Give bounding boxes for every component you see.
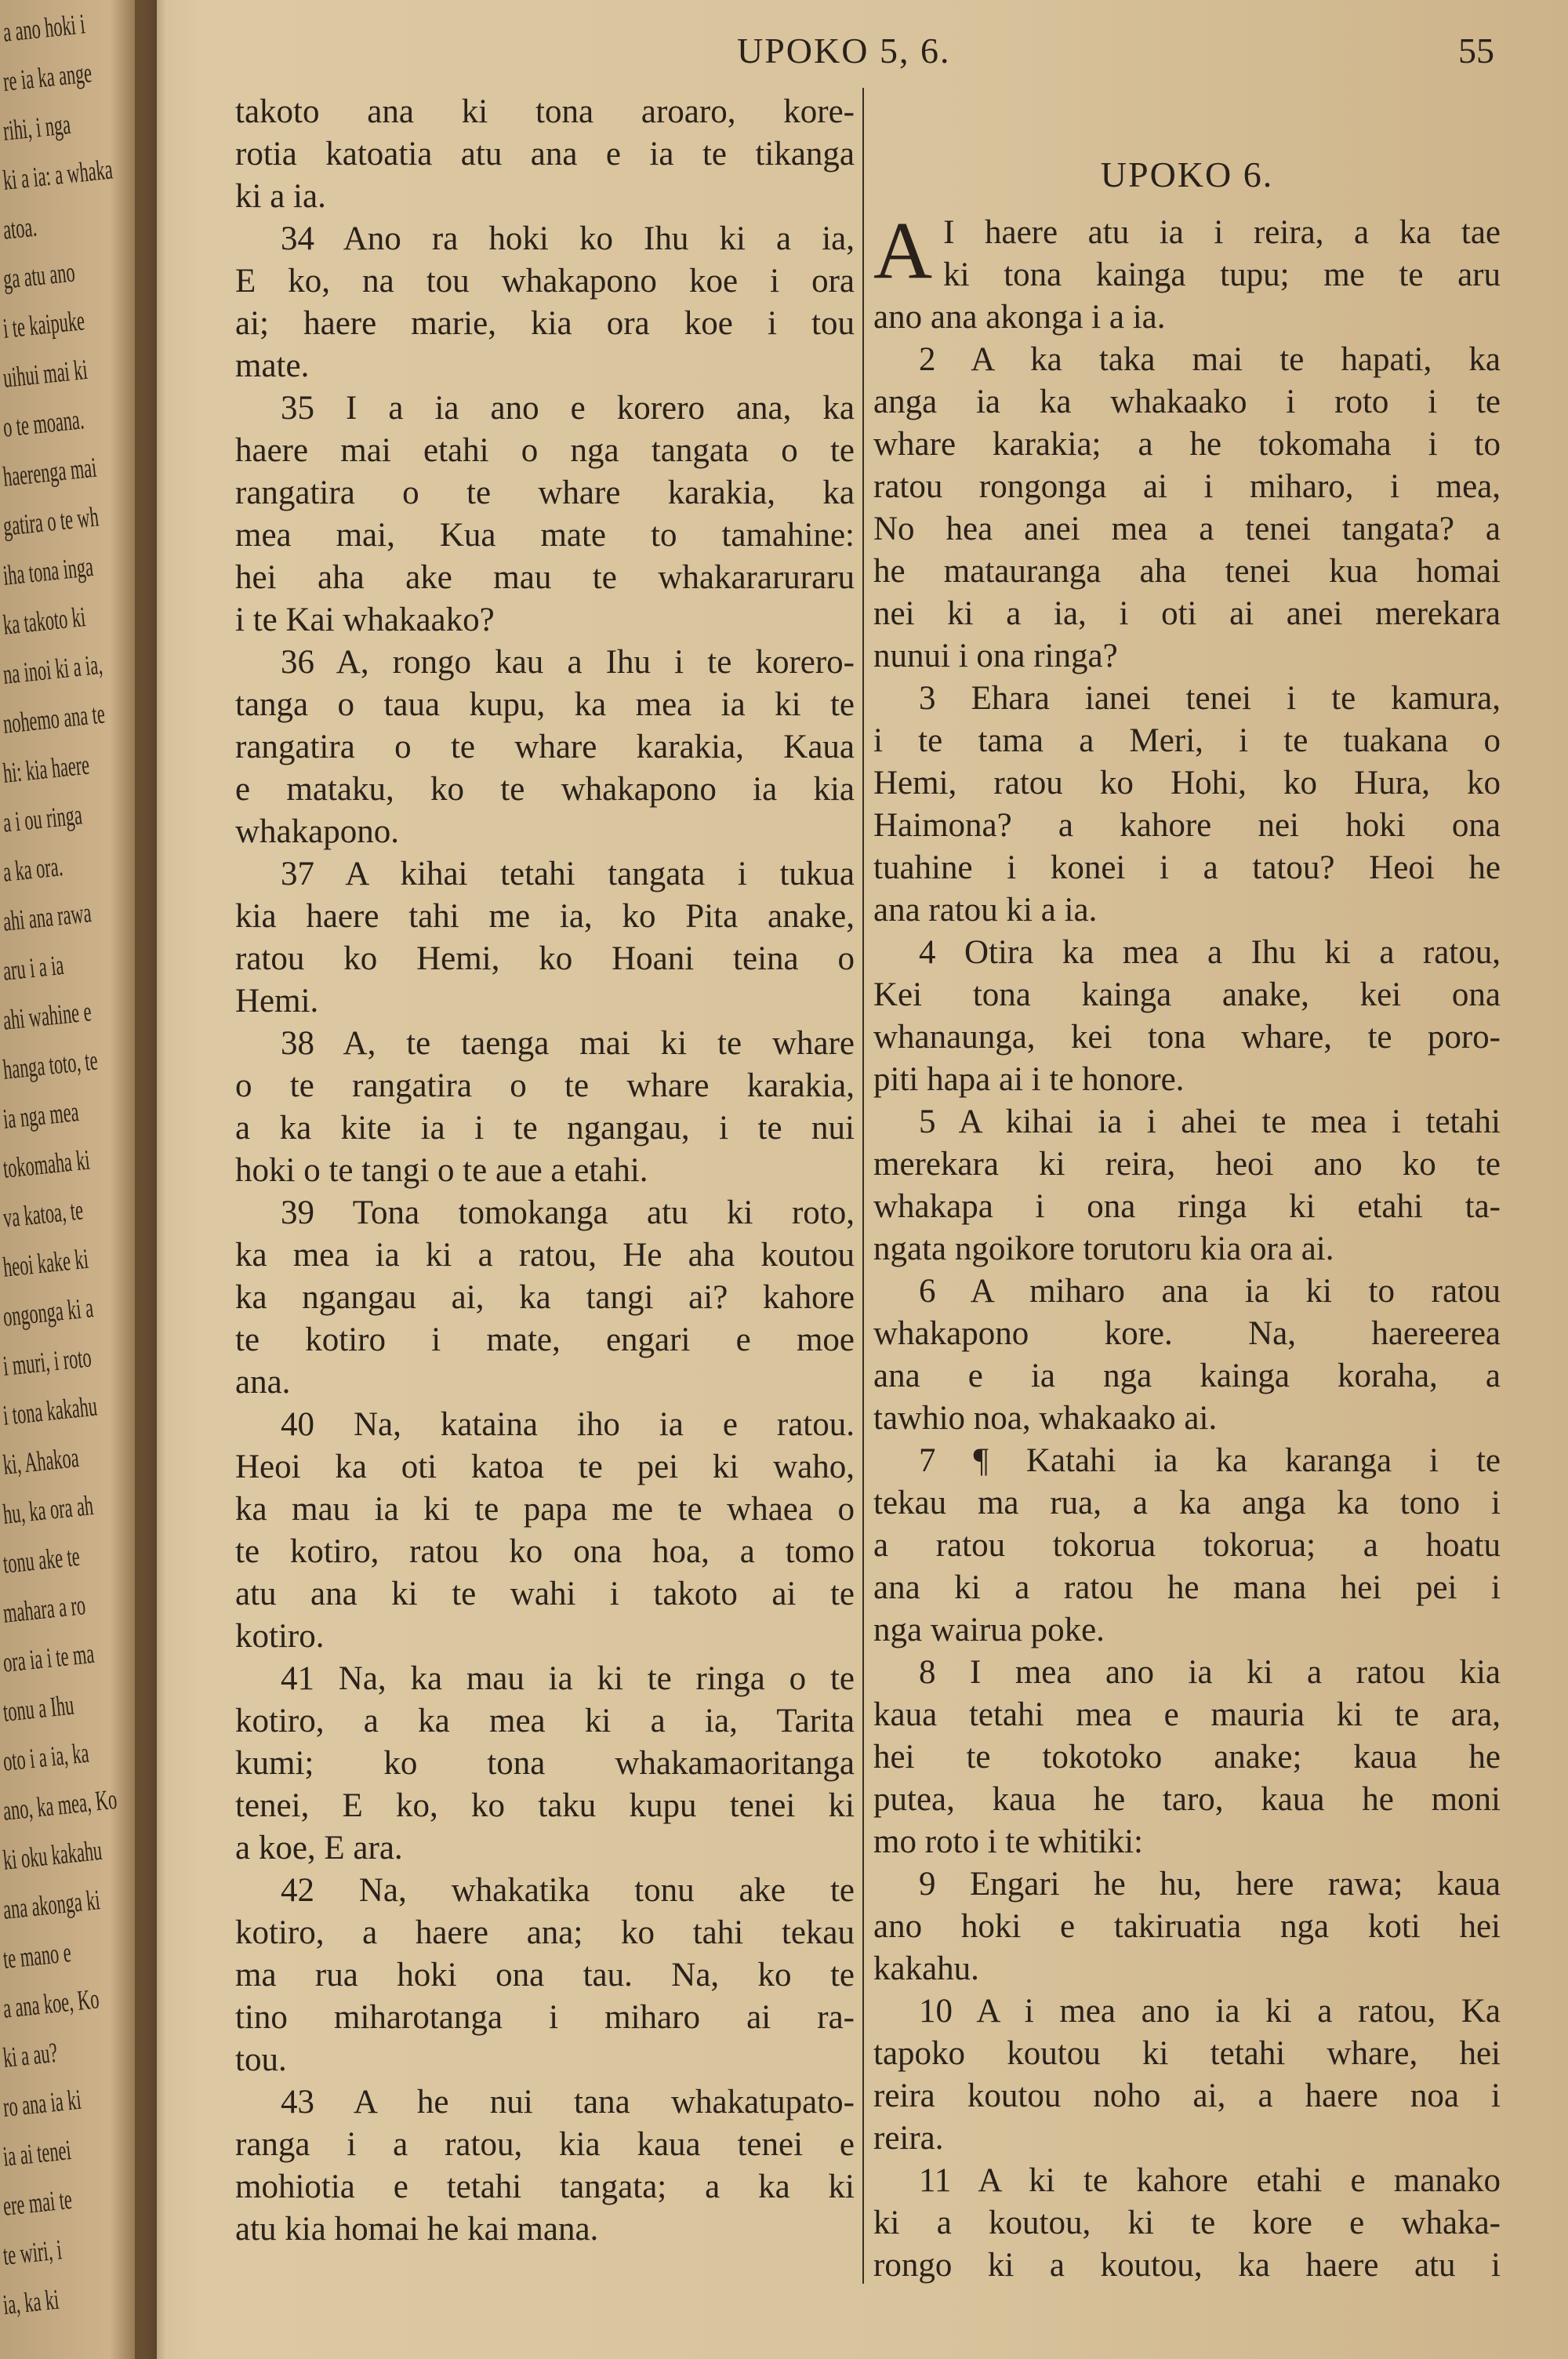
verse-start-line: 4 Otira ka mea a Ihu ki a ratou, [919, 934, 1501, 971]
verse-start-line: 37 A kihai tetahi tangata i tukua [281, 856, 855, 892]
text-line: rotia katoatia atu ana e ia te tikanga [235, 136, 855, 173]
text-line: tou. [235, 2041, 287, 2078]
facing-page-fragment: hi: kia haere [1, 748, 91, 789]
verse-start-line: 7 ¶ Katahi ia ka karanga i te [919, 1442, 1501, 1479]
facing-page-fragment: tonu ake te [1, 1539, 82, 1579]
text-line: anga ia ka whakaako i roto i te [873, 383, 1501, 420]
text-line: whakapa i ona ringa ki etahi ta- [873, 1188, 1501, 1225]
text-line: ka ngangau ai, ka tangi ai? kahore [235, 1279, 855, 1316]
chapter-heading: UPOKO 6. [1100, 154, 1274, 194]
text-line: tuahine i konei i a tatou? Heoi he [873, 849, 1501, 886]
column-divider [862, 88, 864, 2284]
verse-start-line: 6 A miharo ana ia ki to ratou [919, 1273, 1501, 1310]
verse-start-line: 34 Ano ra hoki ko Ihu ki a ia, [281, 220, 855, 257]
text-line: ki a koutou, ki te kore e whaka- [873, 2205, 1501, 2241]
text-line: rangatira o te whare karakia, ka [235, 474, 855, 511]
text-line: ratou ko Hemi, ko Hoani teina o [235, 940, 855, 977]
verse-start-line: 38 A, te taenga mai ki te whare [281, 1025, 855, 1062]
text-line: atu kia homai he kai mana. [235, 2211, 599, 2248]
text-line: i te tama a Meri, i te tuakana o [873, 722, 1501, 759]
text-line: whanaunga, kei tona whare, te poro- [873, 1019, 1501, 1056]
text-line: merekara ki reira, heoi ano ko te [873, 1146, 1501, 1183]
text-line: hei te tokotoko anake; kaua he [873, 1739, 1501, 1776]
text-line: kotiro, a ka mea ki a ia, Tarita [235, 1703, 855, 1739]
facing-page-fragment: a i ou ringa [1, 798, 84, 838]
text-line: mate. [235, 347, 310, 384]
text-line: atu ana ki te wahi i takoto ai te [235, 1576, 855, 1612]
text-line: E ko, na tou whakapono koe i ora [235, 263, 855, 300]
text-line: ki tona kainga tupu; me te aru [943, 256, 1501, 293]
facing-page-fragment: mahara a ro [1, 1589, 87, 1629]
text-line: rangatira o te whare karakia, Kaua [235, 729, 855, 765]
facing-page-fragment: atoa. [1, 210, 38, 245]
text-line: i te Kai whakaako? [235, 602, 495, 638]
facing-page-fragment: ka takoto ki [1, 601, 87, 641]
facing-page-fragment: ga atu ano [1, 256, 77, 295]
text-line: piti hapa ai i te honore. [873, 1061, 1185, 1098]
text-line: a ka kite ia i te ngangau, i te nui [235, 1110, 855, 1147]
verse-start-line: 8 I mea ano ia ki a ratou kia [919, 1654, 1501, 1691]
text-line: mo roto i te whitiki: [873, 1823, 1143, 1860]
text-line: ngata ngoikore torutoru kia ora ai. [873, 1230, 1334, 1267]
right-column-lines [873, 296, 1501, 2287]
text-line: tawhio noa, whakaako ai. [873, 1400, 1218, 1437]
text-line: he matauranga aha tenei kua homai [873, 553, 1501, 590]
text-line: kakahu. [873, 1950, 979, 1987]
facing-page-fragment: ki oku kakahu [1, 1834, 103, 1876]
right-column [873, 91, 1501, 2287]
text-line: kotiro, a haere ana; ko tahi tekau [235, 1914, 855, 1951]
text-line: ai; haere marie, kia ora koe i tou [235, 305, 855, 342]
facing-page-fragment: tonu a Ihu [1, 1688, 76, 1728]
text-line: te kotiro i mate, engari e moe [235, 1321, 855, 1358]
text-line: nunui i ona ringa? [873, 638, 1118, 674]
facing-page-fragment: ora ia i te ma [1, 1637, 96, 1678]
text-line: ana e ia nga kainga koraha, a [873, 1358, 1501, 1394]
text-line: tenei, E ko, ko taku kupu tenei ki [235, 1787, 855, 1824]
verse-start-line: 41 Na, ka mau ia ki te ringa o te [281, 1660, 855, 1697]
text-line: ka mea ia ki a ratou, He aha koutou [235, 1237, 855, 1274]
facing-page-fragment: ano, ka mea, Ko [1, 1783, 118, 1826]
text-line: o te rangatira o te whare karakia, [235, 1067, 855, 1104]
facing-page-fragment: haerenga mai [1, 451, 99, 493]
text-line: hei aha ake mau te whakararuraru [235, 559, 855, 596]
facing-page-fragment: heoi kake ki [1, 1242, 90, 1283]
verse-start-line: 9 Engari he hu, here rawa; kaua [919, 1866, 1501, 1903]
running-header: UPOKO 5, 6. [737, 31, 951, 71]
facing-page-fragment: ia nga mea [1, 1096, 81, 1135]
facing-page-fragment: nohemo ana te [1, 697, 107, 740]
facing-page-fragment: iha tona inga [1, 551, 95, 591]
facing-page-fragment: hanga toto, te [1, 1044, 100, 1085]
text-line: kia haere tahi me ia, ko Pita anake, [235, 898, 855, 935]
text-line: ana. [235, 1364, 291, 1401]
verse-start-line: 5 A kihai ia i ahei te mea i tetahi [919, 1103, 1501, 1140]
facing-page-fragment: ro ana ia ki [1, 2083, 83, 2123]
text-line: Heoi ka oti katoa te pei ki waho, [235, 1448, 855, 1485]
facing-page-fragment: a ano hoki i [1, 8, 87, 48]
text-line: mohiotia e tetahi tangata; a ka ki [235, 2168, 855, 2205]
text-line: ki a ia. [235, 178, 326, 215]
facing-page-fragment: va katoa, te [1, 1194, 85, 1234]
verse-start-line: 2 A ka taka mai te hapati, ka [919, 341, 1501, 378]
text-line: ana ratou ki a ia. [873, 892, 1098, 929]
text-line: whare karakia; a he tokomaha i to [873, 426, 1501, 463]
text-line: a koe, E ara. [235, 1830, 403, 1866]
text-line: ano ana akonga i a ia. [873, 299, 1166, 336]
text-line: putea, kaua he taro, kaua he moni [873, 1781, 1501, 1818]
text-line: tino miharotanga i miharo ai ra- [235, 1999, 855, 2036]
text-line: haere mai etahi o nga tangata o te [235, 432, 855, 469]
text-line: whakapono. [235, 813, 399, 850]
facing-page-fragment: o te moana. [1, 403, 86, 443]
text-line: Hemi, ratou ko Hohi, ko Hura, ko [873, 765, 1501, 801]
text-line: ma rua hoki ona tau. Na, ko te [235, 1957, 855, 1994]
facing-page-fragment: a ka ora. [1, 850, 64, 888]
text-line: ratou rongonga ai i miharo, i mea, [873, 468, 1501, 505]
text-line: te kotiro, ratou ko ona hoa, a tomo [235, 1533, 855, 1570]
facing-page-fragment: te wiri, i [1, 2234, 64, 2271]
text-line: kumi; ko tona whakamaoritanga [235, 1745, 855, 1782]
text-line: Kei tona kainga anake, kei ona [873, 976, 1501, 1013]
facing-page-fragment: aru i a ia [1, 949, 66, 987]
facing-page-fragment: gatira o te wh [1, 500, 100, 542]
page-number: 55 [1458, 31, 1494, 71]
facing-page-fragment: ahi wahine e [1, 995, 93, 1036]
text-line: tapoko koutou ki tetahi whare, hei [873, 2035, 1501, 2072]
facing-page-fragment: i te kaipuke [1, 304, 86, 344]
facing-page-fragment: a ana koe, Ko [1, 1983, 101, 2024]
verse-start-line: 3 Ehara ianei tenei i te kamura, [919, 680, 1501, 717]
text-line: No hea anei mea a tenei tangata? a [873, 511, 1501, 547]
text-line: Haimona? a kahore nei hoki ona [873, 807, 1501, 844]
facing-page-fragment: ki, Ahakoa [1, 1441, 81, 1481]
facing-page-fragment: oto i a ia, ka [1, 1736, 91, 1777]
chapter-opening [873, 205, 1501, 296]
facing-page-fragment: ia, ka ki [1, 2283, 60, 2321]
left-column [235, 91, 855, 2251]
text-line: ana ki a ratou he mana hei pei i [873, 1569, 1501, 1606]
facing-page-fragment: re ia ka ange [1, 56, 93, 97]
facing-page-edge [0, 0, 157, 2359]
text-line: ano hoki e takiruatia nga koti hei [873, 1908, 1501, 1945]
facing-page-fragment: ongonga ki a [1, 1292, 95, 1332]
text-line: tekau ma rua, a ka anga ka tono i [873, 1485, 1501, 1521]
verse-start-line: 10 A i mea ano ia ki a ratou, Ka [919, 1993, 1501, 2030]
verse-start-line: 42 Na, whakatika tonu ake te [281, 1872, 855, 1909]
facing-page-fragment: ana akonga ki [1, 1884, 102, 1925]
text-line: reira koutou noho ai, a haere noa i [873, 2077, 1501, 2114]
text-line: nei ki a ia, i oti ai anei merekara [873, 595, 1501, 632]
facing-page-fragment: na inoi ki a ia, [1, 648, 104, 690]
verse-start-line: 36 A, rongo kau a Ihu i te korero- [281, 644, 855, 681]
text-line: hoki o te tangi o te aue a etahi. [235, 1152, 648, 1189]
text-line: kotiro. [235, 1618, 325, 1655]
text-line: reira. [873, 2120, 944, 2157]
facing-page-fragment: ia ai tenei [1, 2134, 73, 2172]
verse-start-line: 35 I a ia ano e korero ana, ka [281, 390, 855, 427]
facing-page-fragment: ki a au? [1, 2036, 60, 2074]
text-line: I haere atu ia i reira, a ka tae [943, 214, 1501, 251]
facing-page-fragment: i muri, i roto [1, 1341, 93, 1382]
binding-gutter [135, 0, 166, 2359]
text-line: rongo ki a koutou, ka haere atu i [873, 2247, 1501, 2284]
text-line: tanga o taua kupu, ka mea ia ki te [235, 686, 855, 723]
verse-start-line: 40 Na, kataina iho ia e ratou. [281, 1406, 855, 1443]
drop-capital: A [873, 205, 933, 296]
facing-page-fragment: i tona kakahu [1, 1390, 99, 1431]
text-line: a ratou tokorua tokorua; a hoatu [873, 1527, 1501, 1564]
text-line: whakapono kore. Na, haereerea [873, 1315, 1501, 1352]
text-line: mea mai, Kua mate to tamahine: [235, 517, 855, 554]
verse-start-line: 11 A ki te kahore etahi e manako [919, 2162, 1501, 2199]
text-line: Hemi. [235, 983, 319, 1020]
text-line: nga wairua poke. [873, 1612, 1105, 1648]
facing-page-fragment: te mano e [1, 1936, 73, 1975]
facing-page-fragment: uihui mai ki [1, 353, 89, 394]
text-line: kaua tetahi mea e mauria ki te ara, [873, 1696, 1501, 1733]
text-line: takoto ana ki tona aroaro, kore- [235, 93, 855, 130]
facing-page-fragment: tokomaha ki [1, 1143, 92, 1184]
verse-start-line: 39 Tona tomokanga atu ki roto, [281, 1194, 855, 1231]
facing-page-fragment: ahi ana rawa [1, 896, 93, 937]
text-line: ranga i a ratou, kia kaua tenei e [235, 2126, 855, 2163]
facing-page-fragment: ere mai te [1, 2183, 74, 2222]
text-line: ka mau ia ki te papa me te whaea o [235, 1491, 855, 1528]
facing-page-fragment: ki a ia: a whaka [1, 153, 114, 196]
text-line: e mataku, ko te whakapono ia kia [235, 771, 855, 808]
facing-page-fragment: hu, ka ora ah [1, 1489, 95, 1530]
facing-page-fragment: rihi, i nga [1, 108, 72, 147]
verse-start-line: 43 A he nui tana whakatupato- [281, 2084, 855, 2121]
